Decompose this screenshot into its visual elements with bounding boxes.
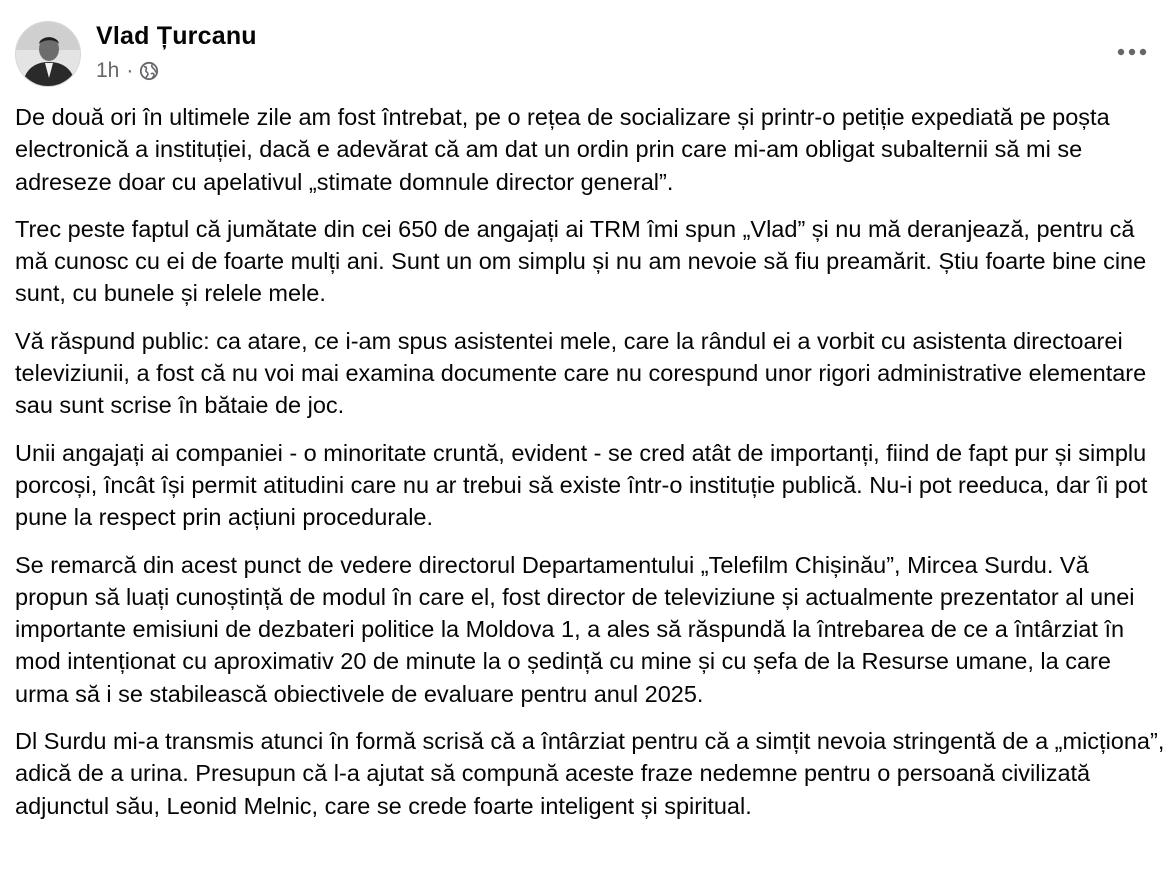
post-paragraph: Trec peste faptul că jumătate din cei 650 de angajați ai TRM îmi spun „Vlad” și nu mă deranjează, pentru că mă cunosc cu ei de foarte mulți ani. Sunt un om simplu și nu am nevoie să fiu preamărit. Știu foarte bine cine sunt, cu bunele și relele mele.	[15, 215, 1147, 307]
post-paragraph: Unii angajați ai companiei - o minoritate cruntă, evident - se cred atât de importanți, fiind de fapt pur și simplu porcoși, încât își permit atitudini care nu ar trebui să existe într-o instituție publică. Nu-i pot reeduca, dar îi pot pune la respect prin acțiuni procedurale.	[15, 439, 1148, 531]
post-meta	[96, 57, 159, 85]
author-avatar[interactable]	[15, 21, 81, 87]
more-options-button[interactable]	[1112, 34, 1152, 70]
author-name[interactable]: Vlad Țurcanu	[96, 22, 257, 50]
post-paragraph: Vă răspund public: ca atare, ce i-am spus asistentei mele, care la rândul ei a vorbit cu asistenta directoarei televiziunii, a fost că nu voi mai examina documente care nu corespund unor rigori administrative elementare sau sunt scrise în bătaie de joc.	[15, 327, 1147, 419]
meta-separator: ·	[126, 59, 134, 82]
post-paragraph: De două ori în ultimele zile am fost întrebat, pe o rețea de socializare și printr-o petiție expediată pe poșta electronică a instituției, dacă e adevărat că am dat un ordin prin care mi-am obligat subalternii să mi se adreseze doar cu apelativul „stimate domnule director general”.	[15, 104, 1110, 195]
post-paragraph: Se remarcă din acest punct de vedere directorul Departamentului „Telefilm Chișinău”, Mircea Surdu. Vă propun să luați cunoștință de modul în care el, fost director de televiziune și actualmente prezentator al unei importante emisiuni de dezbateri politice la Moldova 1, a ales să răspundă la întrebarea de ce a întârziat în mod intenționat cu aproximativ 20 de minute la o ședință cu mine și cu șefa de la Resurse umane, la care urma să i se stabilească obiectivele de evaluare pentru anul 2025.	[15, 551, 1135, 707]
more-horizontal-icon	[1117, 48, 1147, 56]
post-paragraph: Dl Surdu mi-a transmis atunci în formă scrisă că a întârziat pentru că a simțit nevoia stringentă de a „micționa”, adică de a urina. Presupun că l-a ajutat să compună aceste fraze nedemne pentru o persoană civilizată adjunctul său, Leonid Melnic, care se crede foarte inteligent și spiritual.	[15, 728, 1165, 819]
globe-icon[interactable]	[139, 61, 159, 81]
post-timestamp[interactable]: 1h	[96, 59, 120, 82]
avatar-photo	[16, 22, 81, 87]
post-body	[15, 101, 1165, 837]
